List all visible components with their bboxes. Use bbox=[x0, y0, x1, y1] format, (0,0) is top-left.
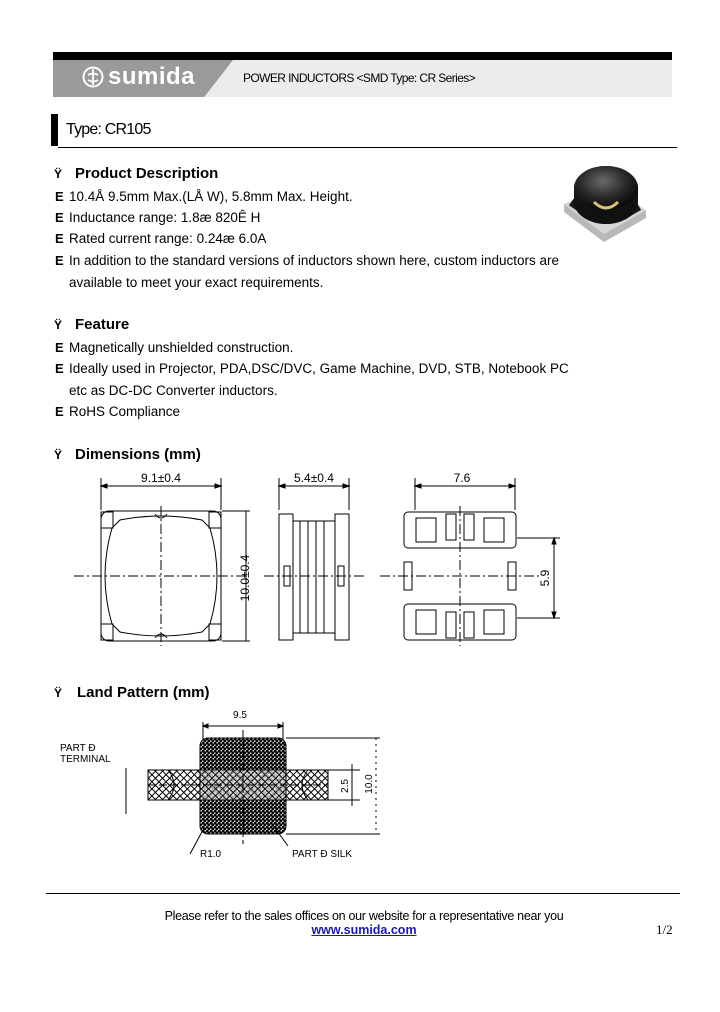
description-item-4: In addition to the standard versions of inductors shown here, custom inductors are bbox=[69, 253, 560, 268]
bullet: E bbox=[55, 340, 64, 355]
logo-text: sumida bbox=[108, 63, 196, 90]
footer-divider bbox=[46, 893, 680, 894]
dimensions-drawing bbox=[60, 466, 580, 656]
dimensions-marker: Ÿ bbox=[54, 448, 63, 462]
land-pattern-marker: Ÿ bbox=[54, 686, 63, 700]
bottom-view bbox=[380, 471, 560, 646]
bullet: E bbox=[55, 231, 64, 246]
dimensions-title: Dimensions (mm) bbox=[75, 446, 201, 463]
product-photo bbox=[556, 158, 652, 244]
product-description-marker: Ÿ bbox=[54, 167, 63, 181]
part-terminal-label: PART Ð bbox=[60, 743, 96, 754]
website-link[interactable]: www.sumida.com bbox=[311, 923, 417, 937]
land-large-dim-label: 10.0 bbox=[364, 774, 375, 794]
description-item-1: 10.4Å 9.5mm Max.(LÅ W), 5.8mm Max. Height. bbox=[69, 189, 353, 204]
feature-item-3: RoHS Compliance bbox=[69, 404, 181, 419]
top-view bbox=[74, 471, 252, 646]
side-width-label: 5.4±0.4 bbox=[294, 471, 334, 485]
land-pattern-drawing bbox=[60, 704, 400, 864]
bullet: E bbox=[55, 361, 64, 376]
height-label: 10.0±0.4 bbox=[238, 554, 252, 602]
bullet: E bbox=[55, 189, 64, 204]
bottom-width-label: 7.6 bbox=[453, 471, 471, 485]
bullet: E bbox=[55, 210, 64, 225]
page-number: 1/2 bbox=[656, 922, 673, 937]
product-description-title: Product Description bbox=[75, 165, 219, 182]
description-item-4-continuation: available to meet your exact requirements. bbox=[69, 275, 324, 290]
feature-item-1: Magnetically unshielded construction. bbox=[69, 340, 294, 355]
type-label: Type: CR105 bbox=[66, 121, 151, 138]
sumida-logo-icon bbox=[82, 66, 104, 88]
top-width-label: 9.1±0.4 bbox=[141, 471, 181, 485]
silk-label: PART Ð SILK bbox=[292, 849, 353, 860]
terminal-height-label: 5.9 bbox=[538, 569, 552, 587]
header-top-rule bbox=[53, 52, 672, 60]
side-view bbox=[264, 471, 364, 640]
footer-note: Please refer to the sales offices on our website for a representative near you bbox=[164, 909, 564, 923]
type-divider bbox=[58, 147, 677, 148]
bullet: E bbox=[55, 253, 64, 268]
header-title: POWER INDUCTORS <SMD Type: CR Series> bbox=[243, 71, 476, 85]
feature-title: Feature bbox=[75, 316, 130, 333]
description-item-2: Inductance range: 1.8æ 820Ê H bbox=[69, 210, 261, 225]
radius-label: R1.0 bbox=[200, 849, 222, 860]
feature-item-2: Ideally used in Projector, PDA,DSC/DVC, Game Machine, DVD, STB, Notebook PC bbox=[69, 361, 569, 376]
terminal-label: TERMINAL bbox=[60, 754, 111, 765]
bullet: E bbox=[55, 404, 64, 419]
land-width-label: 9.5 bbox=[233, 710, 247, 721]
land-small-dim-label: 2.5 bbox=[340, 779, 351, 793]
type-marker-bar bbox=[51, 114, 58, 146]
description-item-3: Rated current range: 0.24æ 6.0A bbox=[69, 231, 267, 246]
feature-marker: Ÿ bbox=[54, 318, 63, 332]
feature-item-2-continuation: etc as DC-DC Converter inductors. bbox=[69, 383, 278, 398]
land-pattern-title: Land Pattern (mm) bbox=[77, 684, 210, 701]
